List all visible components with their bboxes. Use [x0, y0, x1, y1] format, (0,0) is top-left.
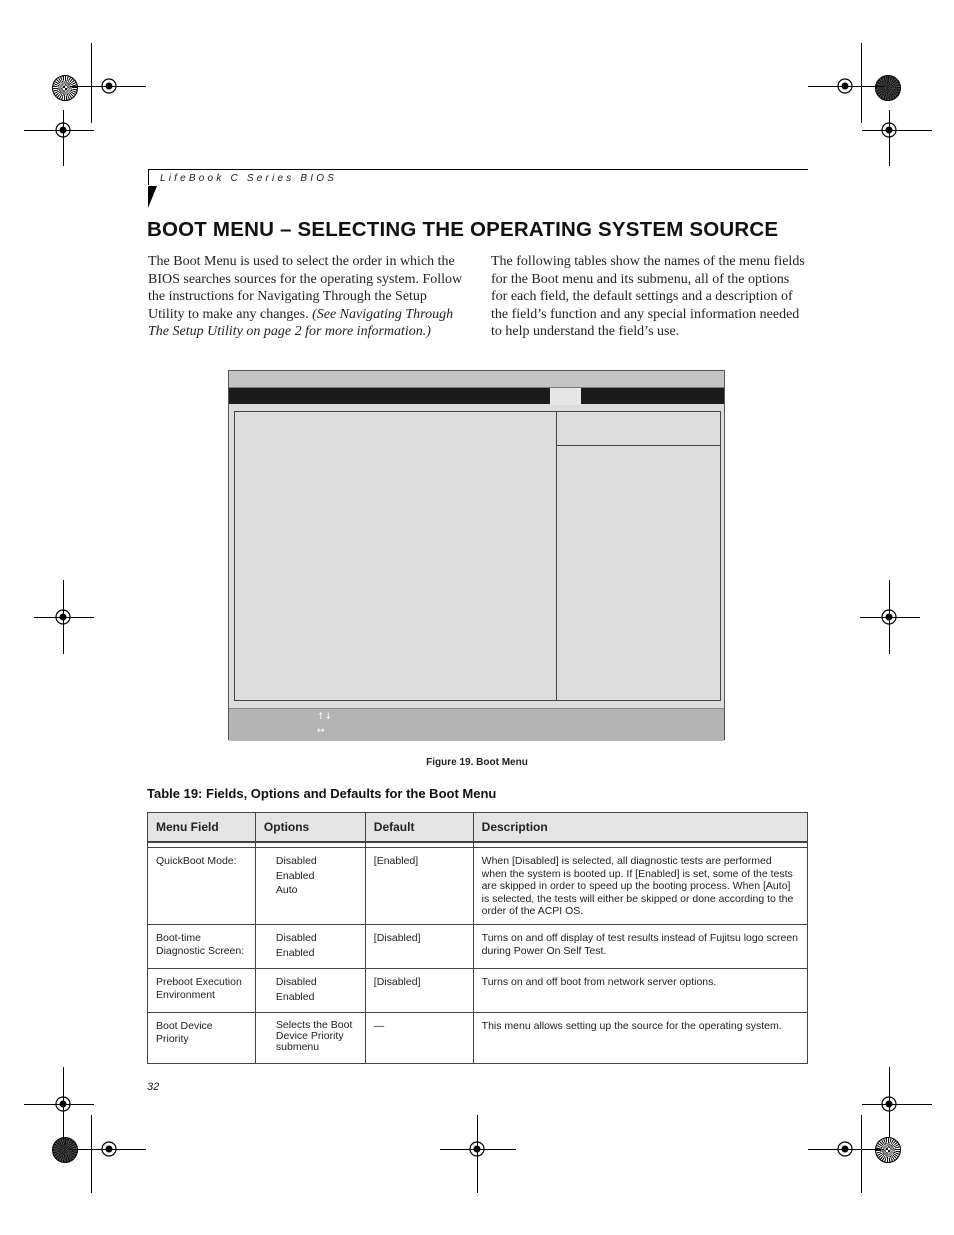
crop-line [91, 43, 92, 123]
page-title: BOOT MENU – SELECTING THE OPERATING SYSTEM SOURCE [147, 218, 779, 241]
description-cell: Turns on and off boot from network server options. [473, 968, 807, 1012]
description-cell: Turns on and off display of test results instead of Fujitsu logo screen during Power On Self Test. [473, 924, 807, 968]
option-item: Enabled [275, 869, 315, 882]
options-cell [255, 1012, 365, 1063]
crosshair-icon [466, 1138, 488, 1160]
header-rule [148, 169, 808, 170]
bios-title-bar [229, 371, 724, 388]
registration-rosette-icon [52, 1137, 78, 1163]
registration-rosette-icon [52, 75, 78, 101]
bios-boot-tab [550, 388, 581, 405]
up-down-arrows-icon: ↑↓ [317, 712, 333, 722]
bios-key-legend [229, 708, 724, 741]
description-cell: This menu allows setting up the source for the operating system. [473, 1012, 807, 1063]
boot-menu-table [147, 812, 808, 1064]
bios-main-panel [234, 411, 557, 701]
header-tick [148, 169, 149, 185]
bios-help-panel [556, 411, 721, 701]
page-number: 32 [147, 1081, 160, 1093]
description-cell: When [Disabled] is selected, all diagnostic tests are performed when the system is booted up. If [Enabled] is set, some of the tests are skipped in order to speed up the booting process. When [Auto] is selected, the tests will either be skipped or done according to the order of the ACPI OS. [473, 848, 807, 925]
registration-rosette-icon [875, 1137, 901, 1163]
crop-line [861, 43, 862, 123]
table-row [148, 848, 808, 925]
option-item: Disabled [275, 855, 317, 867]
table-title: Table 19: Fields, Options and Defaults for the Boot Menu [147, 786, 497, 801]
option-item: Auto [275, 884, 298, 897]
intro-right-paragraph: The following tables show the names of the menu fields for the Boot menu and its submenu, all of the options for each field, the default settings and a description of the field’s function and any special information needed to help understand the field’s use. [491, 254, 805, 339]
intro-left-reference: (See Navigating Through The Setup Utility on page 2 for more information.) [148, 306, 454, 339]
column-header: Menu Field [148, 813, 256, 843]
bios-boot-menu-figure [228, 370, 725, 740]
crosshair-icon [52, 119, 74, 141]
bios-help-divider [557, 445, 720, 446]
crop-line [91, 1115, 92, 1193]
crosshair-icon [834, 75, 856, 97]
option-item: Selects the Boot Device Priority submenu [275, 1018, 353, 1053]
menu-field-cell: Preboot Execution Environment [148, 968, 256, 1012]
crosshair-icon [834, 1138, 856, 1160]
registration-rosette-icon [875, 75, 901, 101]
option-item: Disabled [275, 931, 317, 944]
default-cell: — [365, 1012, 473, 1063]
figure-caption: Figure 19. Boot Menu [426, 757, 528, 768]
option-item: Enabled [275, 946, 315, 959]
table-row [148, 924, 808, 968]
table-header-row [148, 813, 808, 843]
crop-line [861, 1115, 862, 1193]
column-header: Default [365, 813, 473, 843]
left-right-arrow-icon: ↔ [317, 726, 325, 736]
bios-menu-bar [229, 388, 724, 404]
option-item: Enabled [275, 990, 315, 1003]
options-cell [255, 968, 365, 1012]
table-row [148, 1012, 808, 1063]
default-cell: [Disabled] [365, 968, 473, 1012]
header-marker-icon [148, 186, 157, 208]
menu-field-cell: Boot Device Priority [148, 1012, 256, 1063]
crosshair-icon [878, 1093, 900, 1115]
options-cell [255, 848, 365, 925]
default-cell: [Enabled] [365, 848, 473, 925]
column-header: Description [473, 813, 807, 843]
table-row [148, 968, 808, 1012]
intro-left-paragraph [148, 253, 463, 341]
default-cell: [Disabled] [365, 924, 473, 968]
menu-field-cell: QuickBoot Mode: [148, 848, 256, 925]
option-item: Disabled [275, 975, 317, 988]
crosshair-icon [878, 606, 900, 628]
intro-left-text: The Boot Menu is used to select the order in which the BIOS searches sources for the operating system. Follow the instructions for Navigating Through the Setup Utility to make any changes. [148, 254, 463, 322]
running-head: LifeBook C Series BIOS [160, 173, 338, 184]
crosshair-icon [98, 75, 120, 97]
menu-field-cell: Boot-time Diagnostic Screen: [148, 924, 256, 968]
column-header: Options [255, 813, 365, 843]
crosshair-icon [52, 606, 74, 628]
crosshair-icon [52, 1093, 74, 1115]
options-cell [255, 924, 365, 968]
crosshair-icon [878, 119, 900, 141]
crosshair-icon [98, 1138, 120, 1160]
